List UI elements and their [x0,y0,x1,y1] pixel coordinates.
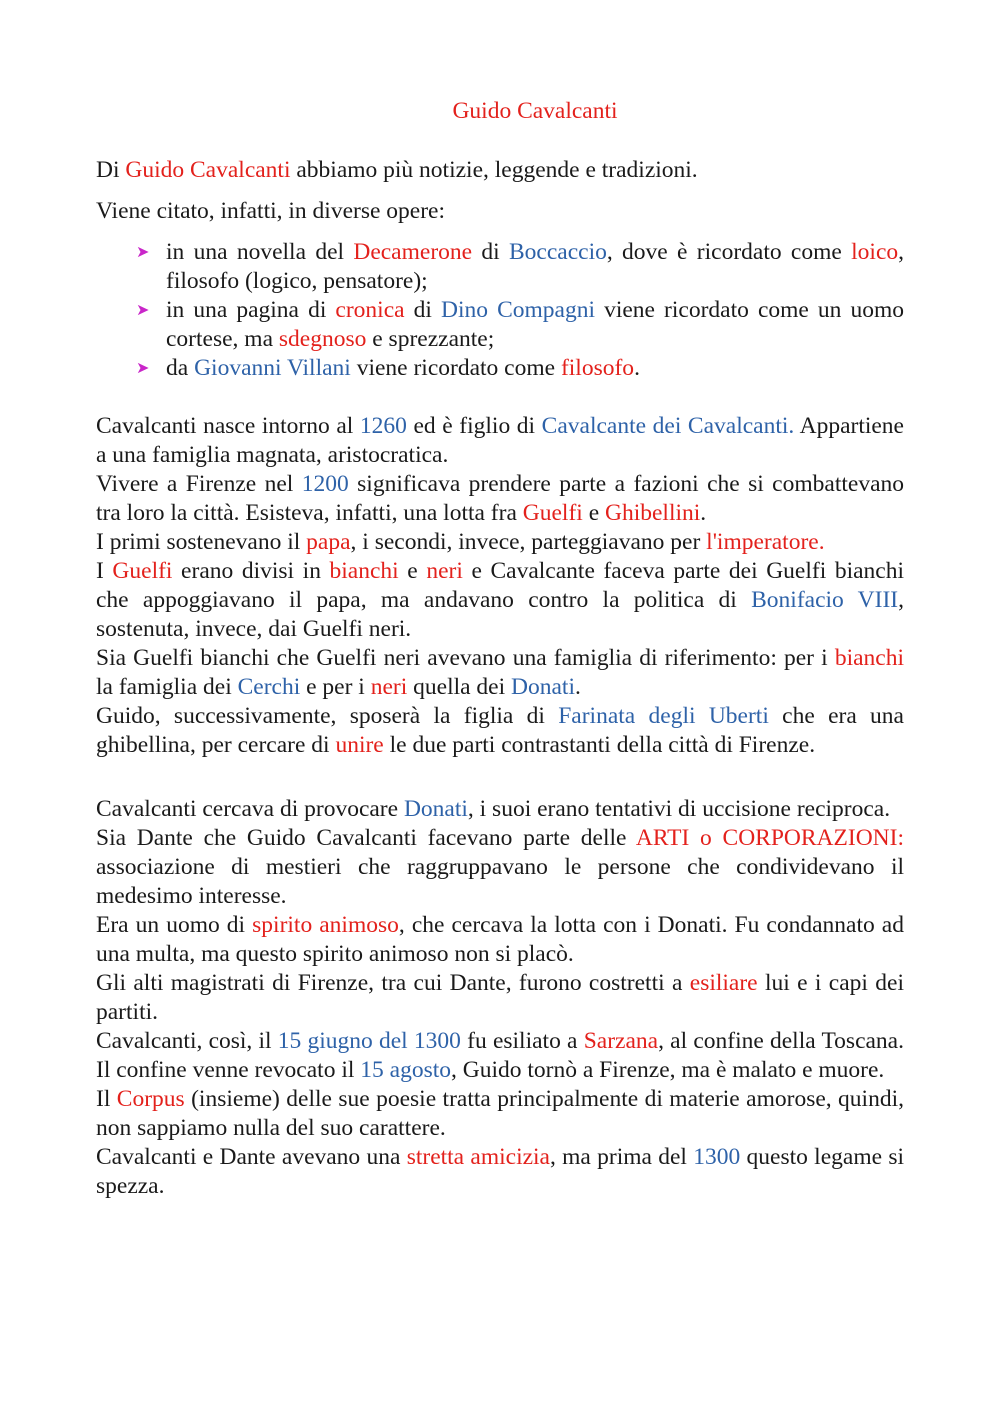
text: Cavalcanti e Dante avevano una [96,1144,407,1170]
list-item [136,238,905,296]
text: lui e i capi dei partiti. [96,970,904,1025]
text: Cavalcanti, così, il [96,1028,278,1054]
text: fu esiliato a [460,1028,584,1054]
text: le due parti contrastanti della città di Firenze. [383,732,816,758]
highlight: filosofo [560,355,635,381]
text: , filosofo (logico, pensatore); [166,239,905,294]
paragraph [96,795,904,824]
highlight: cronica [335,297,405,323]
highlight: Corpus [116,1086,185,1112]
highlight: bianchi [834,645,904,671]
highlight: Boccaccio [509,239,607,265]
highlight: esiliare [689,970,758,996]
text: in una novella del [166,239,354,265]
highlight: ARTI o CORPORAZIONI: [635,825,904,851]
text: I [96,558,113,584]
highlight: Farinata degli Uberti [558,703,769,729]
highlight-name: Guido Cavalcanti [125,157,291,183]
text: I primi sostenevano il [96,529,307,555]
highlight: neri [426,558,463,584]
highlight: sdegnoso [278,326,367,352]
text: Sia Guelfi bianchi che Guelfi neri avevano una famiglia di riferimento: per i [96,645,835,671]
page-title: Guido Cavalcanti [452,98,618,124]
text: erano divisi in [172,558,330,584]
paragraph [96,702,904,760]
text: , che cercava la lotta con i Donati. Fu condannato ad una multa, ma questo spirito animoso non si placò. [96,912,904,967]
highlight: 15 agosto [360,1057,451,1083]
paragraph [96,1027,904,1085]
highlight: stretta amicizia [406,1144,550,1170]
paragraph [96,557,904,644]
highlight: Guelfi [522,500,583,526]
text: e per i [300,674,371,700]
highlight: bianchi [329,558,399,584]
text: (insieme) delle sue poesie tratta principalmente di materie amorose, quindi, non sappiamo nulla del suo carattere. [96,1086,904,1141]
highlight: Sarzana [583,1028,659,1054]
text: quella dei [407,674,512,700]
text: Il [96,1086,117,1112]
works-list [96,238,904,383]
paragraph [96,824,904,911]
highlight: 15 giugno del 1300 [277,1028,461,1054]
text: abbiamo più notizie, leggende e tradizioni. [290,157,698,183]
text: viene ricordato come un uomo cortese, ma [166,297,905,352]
text: la famiglia dei [96,674,238,700]
text: e [398,558,427,584]
text: , al confine della Toscana. Il confine venne revocato il [96,1028,904,1083]
text: , sostenuta, invece, dai Guelfi neri. [96,587,904,642]
list-item [136,296,905,354]
highlight: Bonifacio VIII [751,587,899,613]
paragraph [96,412,904,470]
text: viene ricordato come [350,355,561,381]
highlight: Ghibellini [605,500,701,526]
text: Cavalcanti nasce intorno al [96,413,360,439]
text: Sia Dante che Guido Cavalcanti facevano parte delle [96,825,636,851]
text: Di [96,157,126,183]
highlight: Decamerone [353,239,473,265]
text: , ma prima del [549,1144,694,1170]
text: significava prendere parte a fazioni che si combattevano tra loro la città. Esisteva, infatti, una lotta fra [96,471,904,526]
text: , i suoi erano tentativi di uccisione reciproca. [467,796,891,822]
arrow-bullet-icon: ➤ [136,302,150,319]
highlight: Guelfi [112,558,173,584]
text: da [166,355,195,381]
text: in una pagina di [166,297,336,323]
text: di [472,239,509,265]
text: Era un uomo di [96,912,253,938]
text: di [404,297,442,323]
text: , Guido tornò a Firenze, ma è malato e muore. [451,1057,885,1083]
text: Guido, successivamente, sposerà la figlia di [96,703,559,729]
highlight: papa [306,529,351,555]
text: e sprezzante; [366,326,495,352]
text: che era una ghibellina, per cercare di [96,703,904,758]
highlight: Giovanni Villani [194,355,351,381]
paragraph [96,528,904,557]
highlight: neri [370,674,408,700]
text: Gli alti magistrati di Firenze, tra cui Dante, furono costretti a [96,970,690,996]
highlight: 1300 [693,1144,741,1170]
text: e [582,500,605,526]
intro-line-2: Viene citato, infatti, in diverse opere: [96,198,446,224]
paragraph [96,644,904,702]
highlight: 1200 [301,471,349,497]
text: Appartiene a una famiglia magnata, aristocratica. [96,413,904,468]
highlight: Cavalcante dei Cavalcanti. [541,413,795,439]
highlight: unire [335,732,384,758]
text: Cavalcanti cercava di provocare [96,796,404,822]
paragraph [96,1085,904,1143]
highlight: Donati [511,674,575,700]
highlight: 1260 [359,413,407,439]
text: . [700,500,707,526]
text: Vivere a Firenze nel [96,471,302,497]
paragraph [96,969,904,1027]
highlight: l'imperatore. [706,529,825,555]
paragraph [96,911,904,969]
highlight: Cerchi [237,674,301,700]
text: . [634,355,640,381]
text: associazione di mestieri che raggruppavano le persone che condividevano il medesimo interesse. [96,854,904,909]
text: e Cavalcante faceva parte dei Guelfi bianchi che appoggiavano il papa, ma andavano contro la politica di [96,558,904,613]
text: questo legame si spezza. [96,1144,904,1199]
highlight: Dino Compagni [441,297,596,323]
arrow-bullet-icon: ➤ [136,244,150,261]
list-item [136,354,904,383]
text: , dove è ricordato come [606,239,852,265]
highlight: spirito animoso [252,912,399,938]
paragraph [96,470,904,528]
paragraph-gap [96,760,904,795]
text: . [575,674,581,700]
intro-line-1 [96,156,904,185]
highlight: Donati [403,796,468,822]
text: , i secondi, invece, parteggiavano per [350,529,707,555]
paragraph [96,1143,904,1201]
highlight: loico [851,239,899,265]
text: ed è figlio di [406,413,542,439]
arrow-bullet-icon: ➤ [136,360,150,377]
